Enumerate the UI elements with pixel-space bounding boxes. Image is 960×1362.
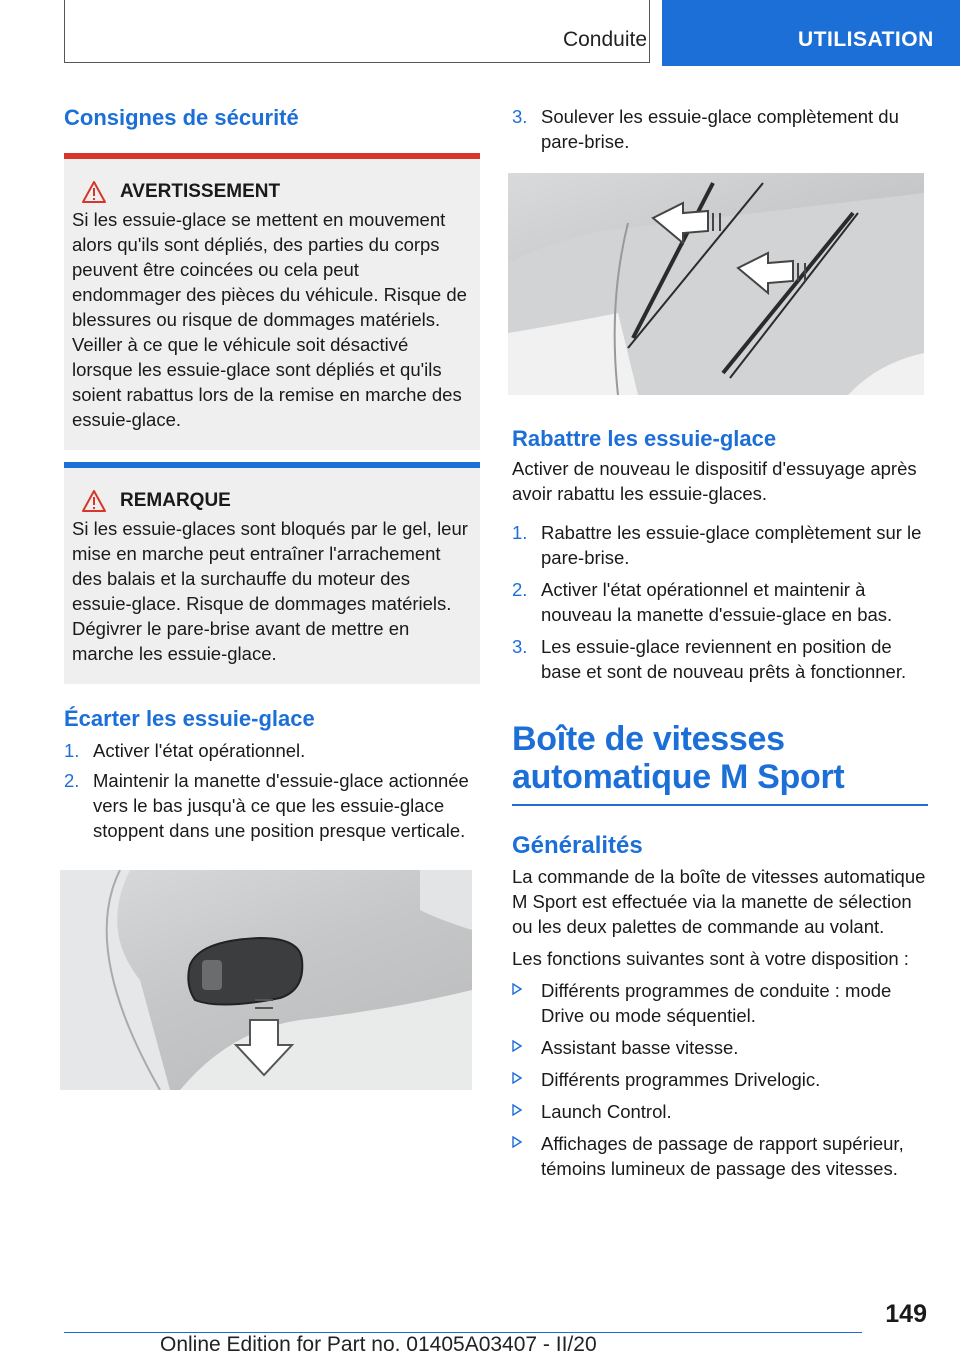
warning-box xyxy=(64,153,480,450)
header-section: Conduite xyxy=(562,28,647,51)
general-heading: Généralités xyxy=(512,832,643,859)
page-number: 149 xyxy=(885,1300,927,1328)
lift-step-3 xyxy=(512,104,928,154)
function-text: Affichages de passage de rapport supérieur, témoins lumineux de passage des vitesses. xyxy=(541,1133,904,1179)
step-number: 1. xyxy=(512,522,528,543)
spread-heading: Écarter les essuie-glace xyxy=(64,706,315,731)
warning-triangle-icon xyxy=(82,181,106,203)
bullet-arrow-icon xyxy=(512,1040,522,1052)
header-chapter-label: UTILISATION xyxy=(798,28,934,51)
step-number: 1. xyxy=(64,740,80,761)
step-text: Rabattre les essuie-glace complètement sur le pare-brise. xyxy=(541,522,922,568)
step-text: Activer l'état opérationnel. xyxy=(93,740,306,761)
note-title: REMARQUE xyxy=(120,490,231,511)
fold-intro: Activer de nouveau le dispositif d'essuyage après avoir rabattu les essuie-glaces. xyxy=(512,458,917,504)
step-text: Soulever les essuie-glace complètement du pare-brise. xyxy=(541,106,899,152)
step-number: 3. xyxy=(512,106,528,127)
footer-edition: Online Edition for Part no. 01405A03407 - II/20 xyxy=(160,1333,597,1356)
spread-steps xyxy=(64,738,480,843)
fold-step-3 xyxy=(512,634,928,684)
note-triangle-icon xyxy=(82,490,106,512)
general-paragraph-1: La commande de la boîte de vitesses automatique M Sport est effectuée via la manette de sélection ou les deux palettes de commande au volant. xyxy=(512,866,926,937)
note-title-row xyxy=(82,490,472,512)
bullet-arrow-icon xyxy=(512,1104,522,1116)
fold-steps xyxy=(512,520,928,684)
note-text: Si les essuie-glaces sont bloqués par le gel, leur mise en marche peut entraîner l'arrachement des balais et la surchauffe du moteur des essuie-glace. Risque de dommages matériels. Dégivrer le pare-brise avant de mettre en marche les essuie-glace. xyxy=(72,518,468,664)
function-item xyxy=(512,1131,928,1181)
function-item xyxy=(512,1067,928,1092)
general-paragraph-2: Les fonctions suivantes sont à votre disposition : xyxy=(512,948,909,969)
fold-heading: Rabattre les essuie-glace xyxy=(512,426,777,451)
function-text: Différents programmes Drivelogic. xyxy=(541,1069,821,1090)
warning-title-row xyxy=(82,181,472,203)
left-column xyxy=(64,100,480,1090)
step-text: Les essuie-glace reviennent en position de base et sont de nouveau prêts à fonctionner. xyxy=(541,636,907,682)
fold-step-1 xyxy=(512,520,928,570)
function-item xyxy=(512,978,928,1028)
fold-step-2 xyxy=(512,577,928,627)
header-chapter xyxy=(662,0,960,66)
warning-text: Si les essuie-glace se mettent en mouvement alors qu'ils sont dépliés, des parties du corps peuvent être coincées ou cela peut endommager des pièces du véhicule. Risque de blessures ou risque de dommages matériels. Veiller à ce que le véhicule soit désactivé lorsque les essuie-glace sont dépliés et qu'ils soient rabattus lors de la remise en marche des essuie-glace. xyxy=(72,209,467,430)
function-text: Launch Control. xyxy=(541,1101,672,1122)
bullet-arrow-icon xyxy=(512,1136,522,1148)
warning-title: AVERTISSEMENT xyxy=(120,181,281,202)
functions-list xyxy=(512,978,928,1181)
wiper-lever-drawing xyxy=(60,870,472,1090)
note-box xyxy=(64,462,480,684)
safety-heading: Consignes de sécurité xyxy=(64,105,299,130)
spread-step-1 xyxy=(64,738,480,763)
function-item xyxy=(512,1035,928,1060)
step-number: 2. xyxy=(512,579,528,600)
lift-step xyxy=(512,104,928,154)
step-number: 2. xyxy=(64,770,80,791)
wiper-lever-illustration xyxy=(60,870,472,1090)
right-column xyxy=(512,100,928,1181)
bullet-arrow-icon xyxy=(512,983,522,995)
gearbox-heading: Boîte de vitesses automatique M Sport xyxy=(512,720,928,806)
function-item xyxy=(512,1099,928,1124)
function-text: Différents programmes de conduite : mode Drive ou mode séquentiel. xyxy=(541,980,892,1026)
step-number: 3. xyxy=(512,636,528,657)
bullet-arrow-icon xyxy=(512,1072,522,1084)
windscreen-drawing xyxy=(508,173,924,395)
windscreen-illustration xyxy=(508,173,924,395)
step-text: Maintenir la manette d'essuie-glace actionnée vers le bas jusqu'à ce que les essuie-glace stoppent dans une position presque verticale. xyxy=(93,770,469,841)
step-text: Activer l'état opérationnel et maintenir à nouveau la manette d'essuie-glace en bas. xyxy=(541,579,893,625)
function-text: Assistant basse vitesse. xyxy=(541,1037,739,1058)
spread-step-2 xyxy=(64,768,480,843)
